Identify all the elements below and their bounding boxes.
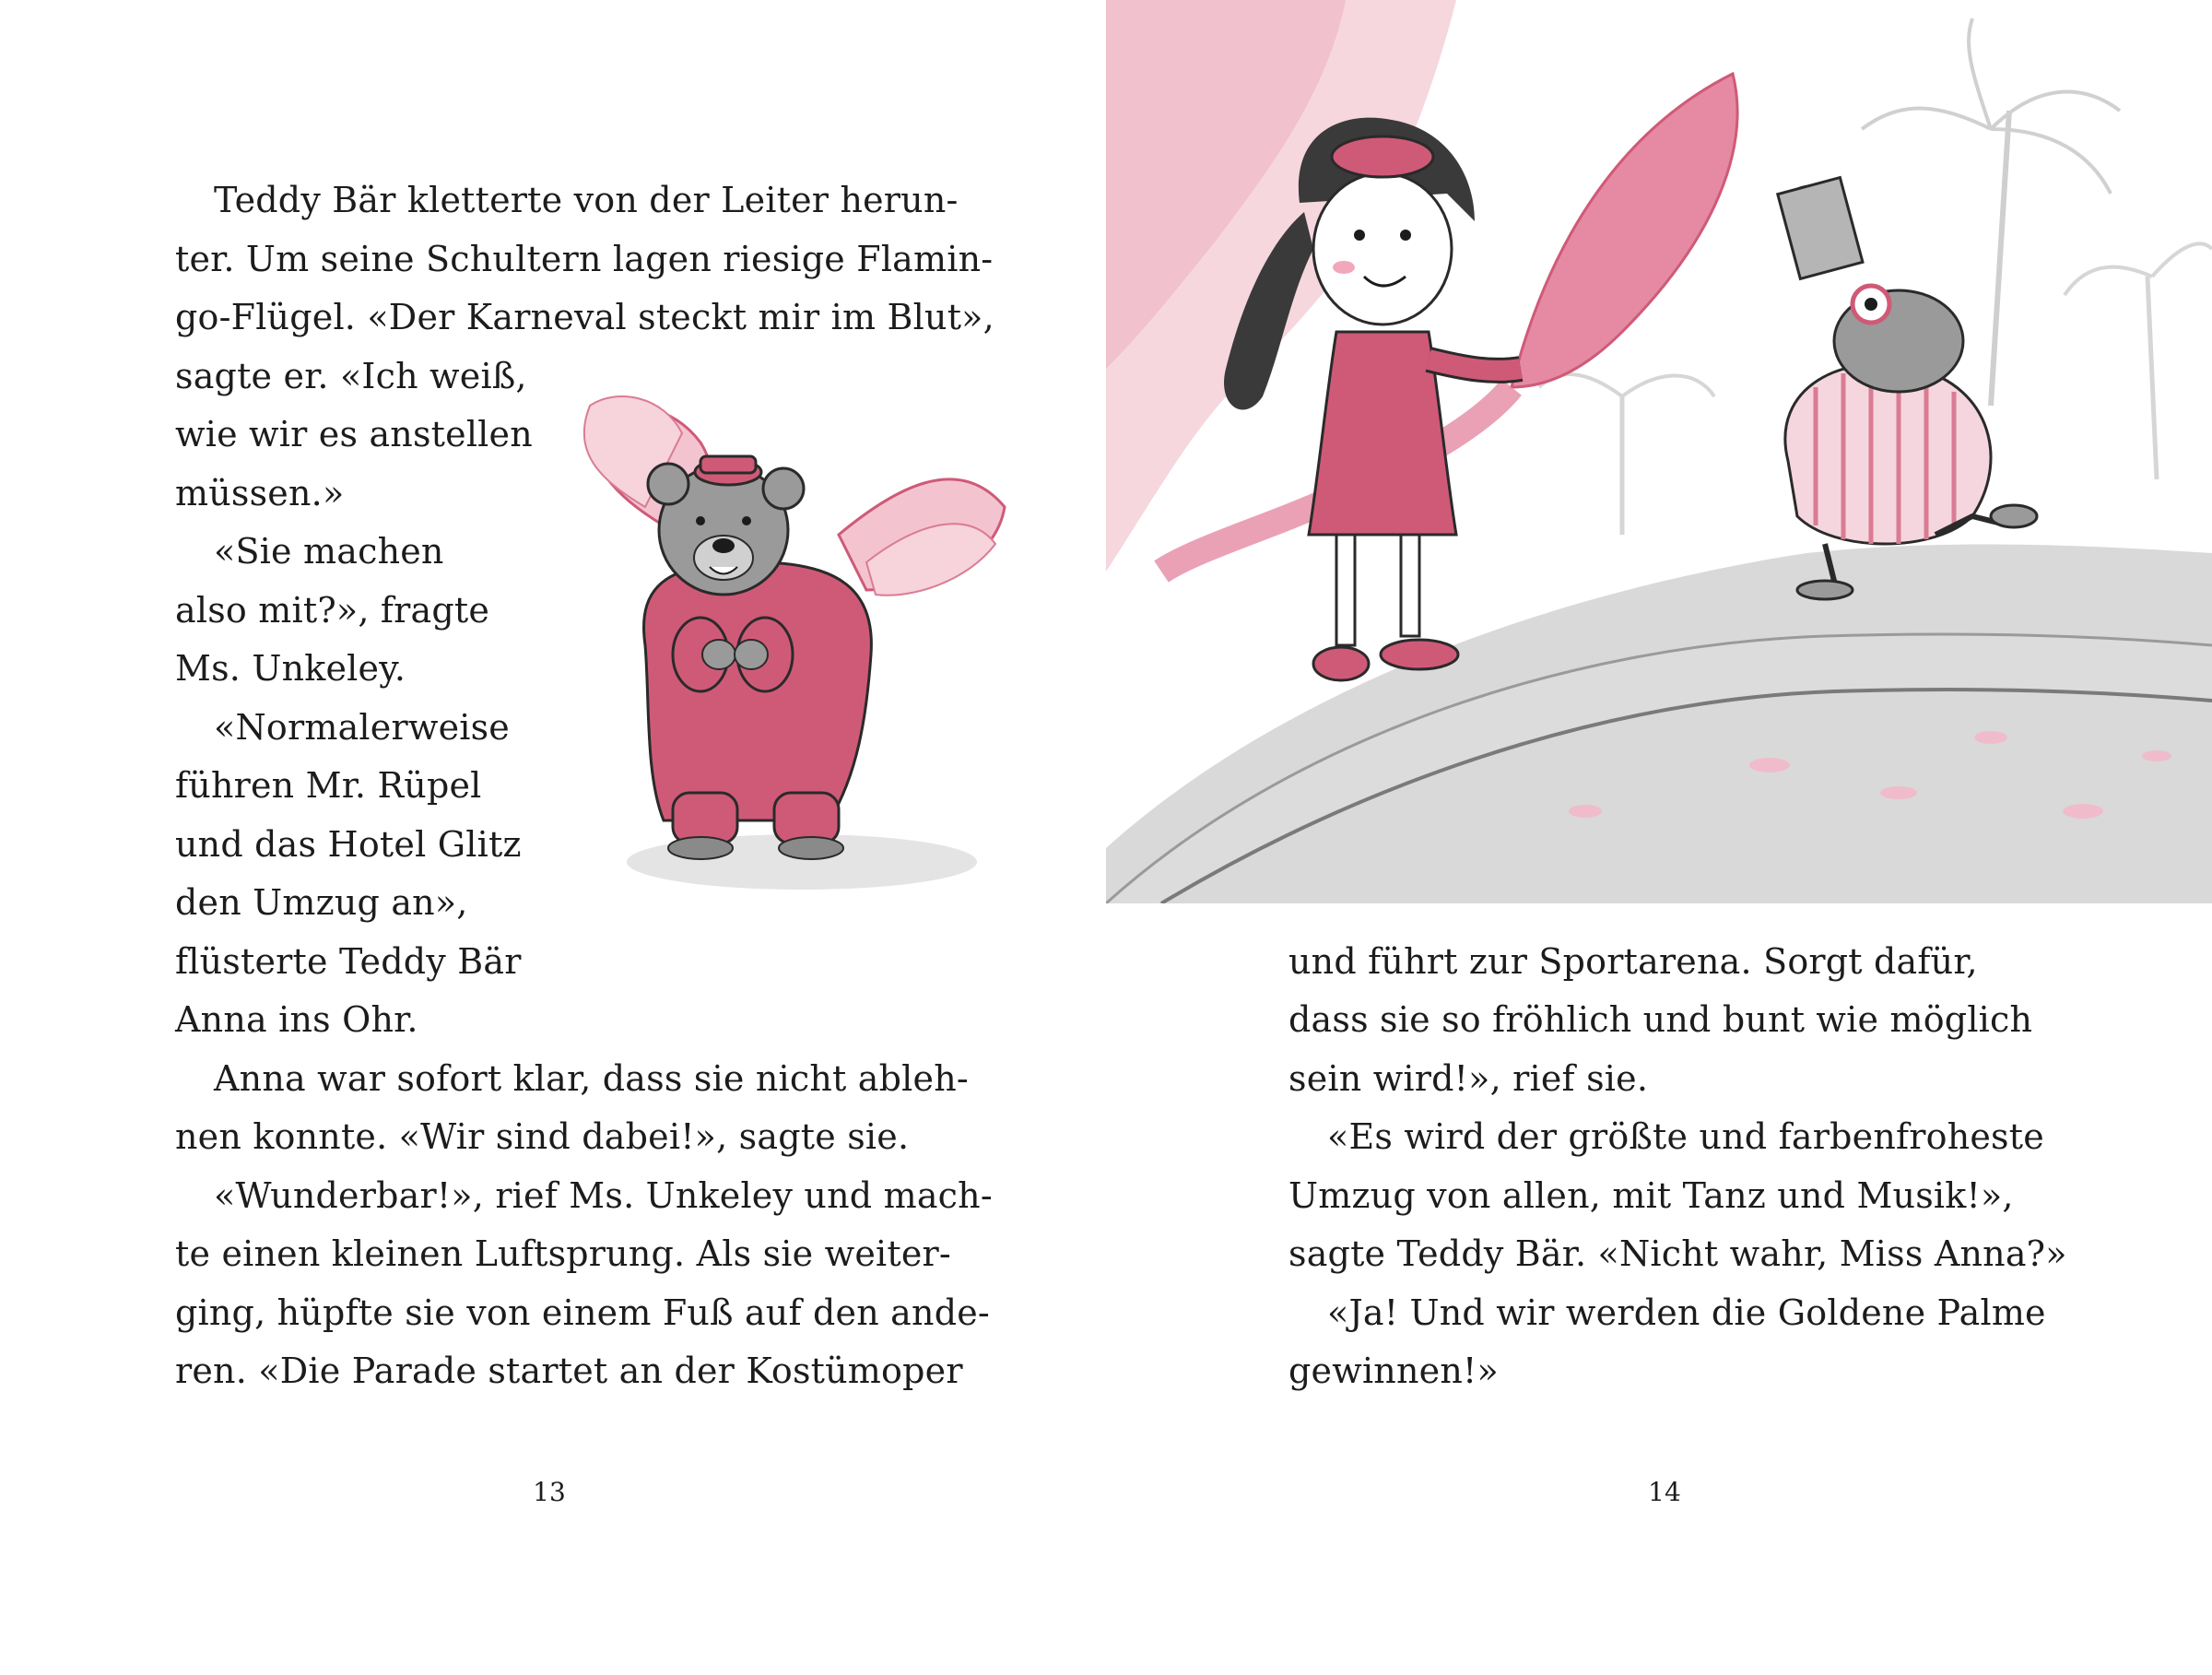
- text-line: führen Mr. Rüpel: [175, 765, 482, 806]
- text-line: «Sie machen: [214, 531, 444, 572]
- text-line: gewinnen!»: [1288, 1351, 1499, 1391]
- text-line: also mit?», fragte: [175, 590, 490, 631]
- text-line: ging, hüpfte sie von einem Fuß auf den ande-: [175, 1292, 990, 1333]
- text-line: und führt zur Sportarena. Sorgt dafür,: [1288, 941, 1978, 982]
- text-line: go-Flügel. «Der Karneval steckt mir im Blut»,: [175, 297, 994, 337]
- text-line: ter. Um seine Schultern lagen riesige Flamin-: [175, 239, 994, 279]
- text-line: Anna ins Ohr.: [175, 999, 418, 1040]
- text-line: sagte Teddy Bär. «Nicht wahr, Miss Anna?»: [1288, 1233, 2067, 1274]
- text-line: Teddy Bär kletterte von der Leiter herun-: [214, 180, 959, 220]
- teddy-bear-illustration: [562, 387, 1023, 903]
- text-line: «Ja! Und wir werden die Goldene Palme: [1327, 1292, 2046, 1333]
- text-line: flüsterte Teddy Bär: [175, 941, 522, 982]
- text-line: müssen.»: [175, 473, 345, 513]
- text-line: Anna war sofort klar, dass sie nicht ableh-: [214, 1058, 969, 1099]
- text-line: nen konnte. «Wir sind dabei!», sagte sie.: [175, 1116, 910, 1157]
- text-line: «Es wird der größte und farbenfroheste: [1327, 1116, 2044, 1157]
- text-line: wie wir es anstellen: [175, 414, 533, 454]
- page-number: 13: [533, 1477, 566, 1507]
- text-line: te einen kleinen Luftsprung. Als sie weiter-: [175, 1233, 951, 1274]
- text-line: sein wird!», rief sie.: [1288, 1058, 1649, 1099]
- text-line: Umzug von allen, mit Tanz und Musik!»,: [1288, 1175, 2014, 1216]
- text-line: und das Hotel Glitz: [175, 824, 522, 865]
- text-line: «Normalerweise: [214, 707, 510, 748]
- right-page: [1106, 0, 2212, 1675]
- text-line: Ms. Unkeley.: [175, 648, 406, 689]
- text-line: «Wunderbar!», rief Ms. Unkeley und mach-: [214, 1175, 993, 1216]
- text-line: ren. «Die Parade startet an der Kostümoper: [175, 1351, 963, 1391]
- anna-and-frog-illustration: [1106, 0, 2212, 903]
- text-line: sagte er. «Ich weiß,: [175, 356, 527, 396]
- page-number: 14: [1648, 1477, 1681, 1507]
- text-line: den Umzug an»,: [175, 882, 468, 923]
- text-line: dass sie so fröhlich und bunt wie möglich: [1288, 999, 2033, 1040]
